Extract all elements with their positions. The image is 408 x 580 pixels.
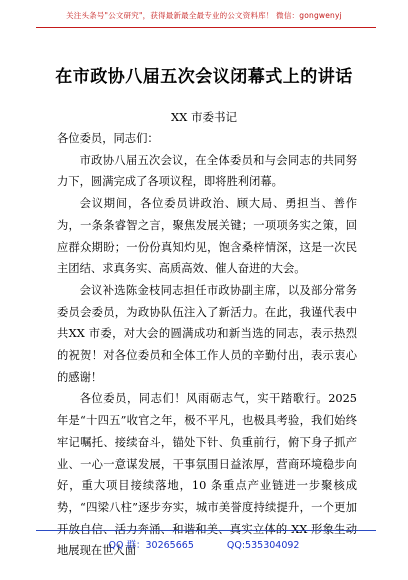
document-author: XX 市委书记: [170, 110, 238, 124]
qq-number-text: QQ:535304092: [226, 540, 300, 551]
footer-contact: [0, 537, 408, 551]
document-title: 在市政协八届五次会议闭幕式上的讲话: [55, 67, 353, 87]
header-promo-text: 关注头条号"公文研究"，获得最新最全最专业的公文资料库！ 微信：gongwenyj: [66, 11, 342, 20]
document-body: [57, 128, 357, 562]
paragraph: 各位委员，同志们！风雨砺志气，实干踏歌行。2025 年是“十四五”收官之年，极不平凡，也极具考验，我们始终牢记嘱托、接续奋斗，锚处下针、负重前行，俯下身子抓产业、一心一意谋发展，干事氛围日益浓厚，营商环境稳步向好，重大项目接续落地，10 条重点产业链进一步聚核成势，“四梁八柱”逐步夯实，城市美誉度持续提升，一个更加开放自信、活力奔涌、和谐和美、真实立体的 XX 形象生动地展现在世人面: [57, 392, 357, 558]
qq-group-text: QQ 群：30265665: [108, 540, 194, 551]
header-divider: [36, 27, 376, 28]
paragraph: 会议补选陈金枝同志担任市政协副主席，以及部分常务委员会委员，为政协队伍注入了新活力。在此，我谨代表中共XX 市委，对大会的圆满成功和新当选的同志，表示热烈的祝贺！对各位委员和全体工作人员的辛勤付出，表示衷心的感谢！: [57, 283, 357, 384]
paragraph: 会议期间，各位委员讲政治、顾大局、勇担当、善作为，一条条睿智之言，聚焦发展关键；一项项务实之策，回应群众期盼；一份份真知灼见，饱含桑梓情深，这是一次民主团结、求真务实、高质高效、催人奋进的大会。: [57, 197, 357, 276]
salutation: 各位委员，同志们：: [57, 132, 159, 145]
footer-divider: [36, 530, 376, 531]
paragraph: 市政协八届五次会议，在全体委员和与会同志的共同努力下，圆满完成了各项议程，即将胜利闭幕。: [57, 153, 357, 189]
